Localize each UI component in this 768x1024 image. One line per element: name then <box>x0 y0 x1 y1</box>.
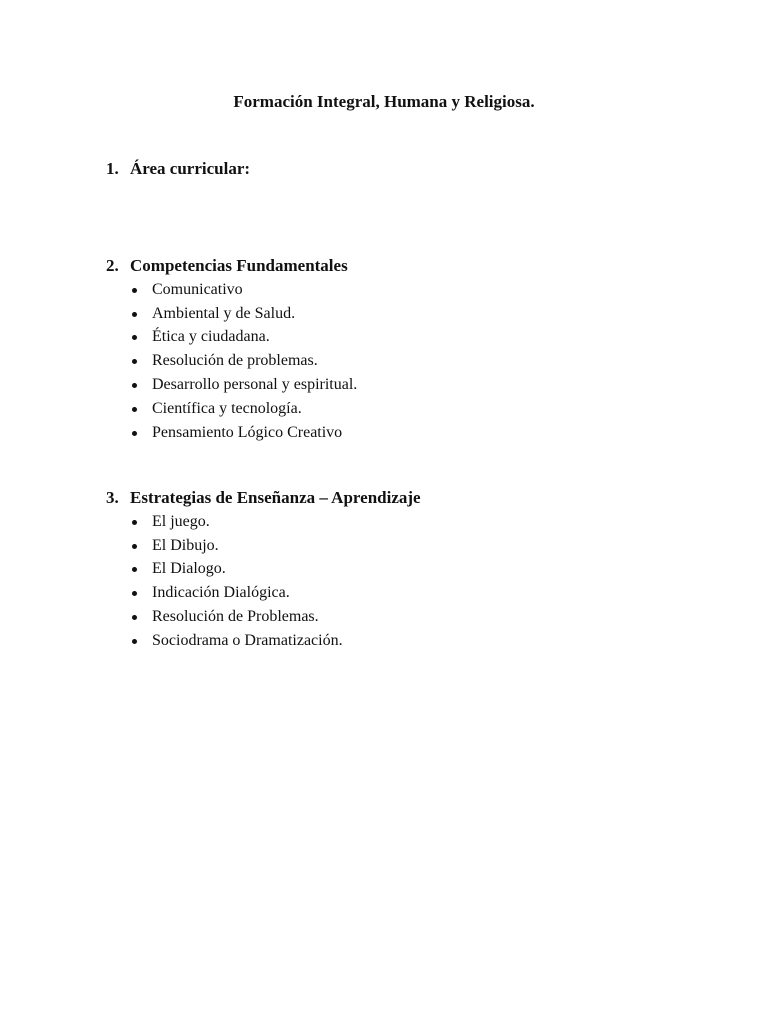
bullet-icon <box>106 398 152 420</box>
bullet-icon <box>106 630 152 652</box>
section-heading-text: Estrategias de Enseñanza – Aprendizaje <box>130 488 421 507</box>
section-number: 3. <box>106 488 119 507</box>
bullet-icon <box>106 582 152 604</box>
list-item <box>106 349 706 373</box>
list-item-text: Pensamiento Lógico Creativo <box>152 423 343 441</box>
list-item <box>106 421 706 445</box>
list-item-text: Desarrollo personal y espiritual. <box>152 376 358 394</box>
list-item-text: Ética y ciudadana. <box>152 328 270 346</box>
section-competencias <box>106 255 706 445</box>
bullet-icon <box>106 279 152 301</box>
section-heading-text: Área curricular: <box>130 159 251 178</box>
bullet-icon <box>106 606 152 628</box>
bullet-icon <box>106 422 152 444</box>
bullet-icon <box>106 374 152 396</box>
list-item-text: El Dialogo. <box>152 560 226 578</box>
section-number: 1. <box>106 159 119 178</box>
section-heading <box>106 255 706 277</box>
section-heading <box>106 487 706 509</box>
section-estrategias <box>106 487 706 653</box>
document-title: Formación Integral, Humana y Religiosa. <box>233 92 535 111</box>
section-number: 2. <box>106 256 119 275</box>
list-item-text: Resolución de Problemas. <box>152 608 319 626</box>
list-item-text: El Dibujo. <box>152 536 219 554</box>
list-item <box>106 326 706 350</box>
bullet-icon <box>106 350 152 372</box>
list-item <box>106 397 706 421</box>
bullet-icon <box>106 535 152 557</box>
list-item-text: Indicación Dialógica. <box>152 584 290 602</box>
estrategias-list <box>106 510 706 653</box>
list-item-text: Científica y tecnología. <box>152 399 302 417</box>
list-item <box>106 278 706 302</box>
list-item-text: El juego. <box>152 512 210 530</box>
competencias-list <box>106 278 706 445</box>
section-heading-text: Competencias Fundamentales <box>130 256 348 275</box>
list-item-text: Resolución de problemas. <box>152 352 318 370</box>
bullet-icon <box>106 326 152 348</box>
bullet-icon <box>106 511 152 533</box>
list-item <box>106 558 706 582</box>
list-item <box>106 605 706 629</box>
list-item <box>106 373 706 397</box>
list-item <box>106 302 706 326</box>
list-item <box>106 534 706 558</box>
list-item-text: Ambiental y de Salud. <box>152 304 296 322</box>
section-area-curricular <box>106 158 706 180</box>
list-item <box>106 510 706 534</box>
list-item-text: Sociodrama o Dramatización. <box>152 631 343 649</box>
bullet-icon <box>106 303 152 325</box>
list-item-text: Comunicativo <box>152 280 243 298</box>
section-heading <box>106 158 706 180</box>
list-item <box>106 629 706 653</box>
bullet-icon <box>106 558 152 580</box>
list-item <box>106 581 706 605</box>
